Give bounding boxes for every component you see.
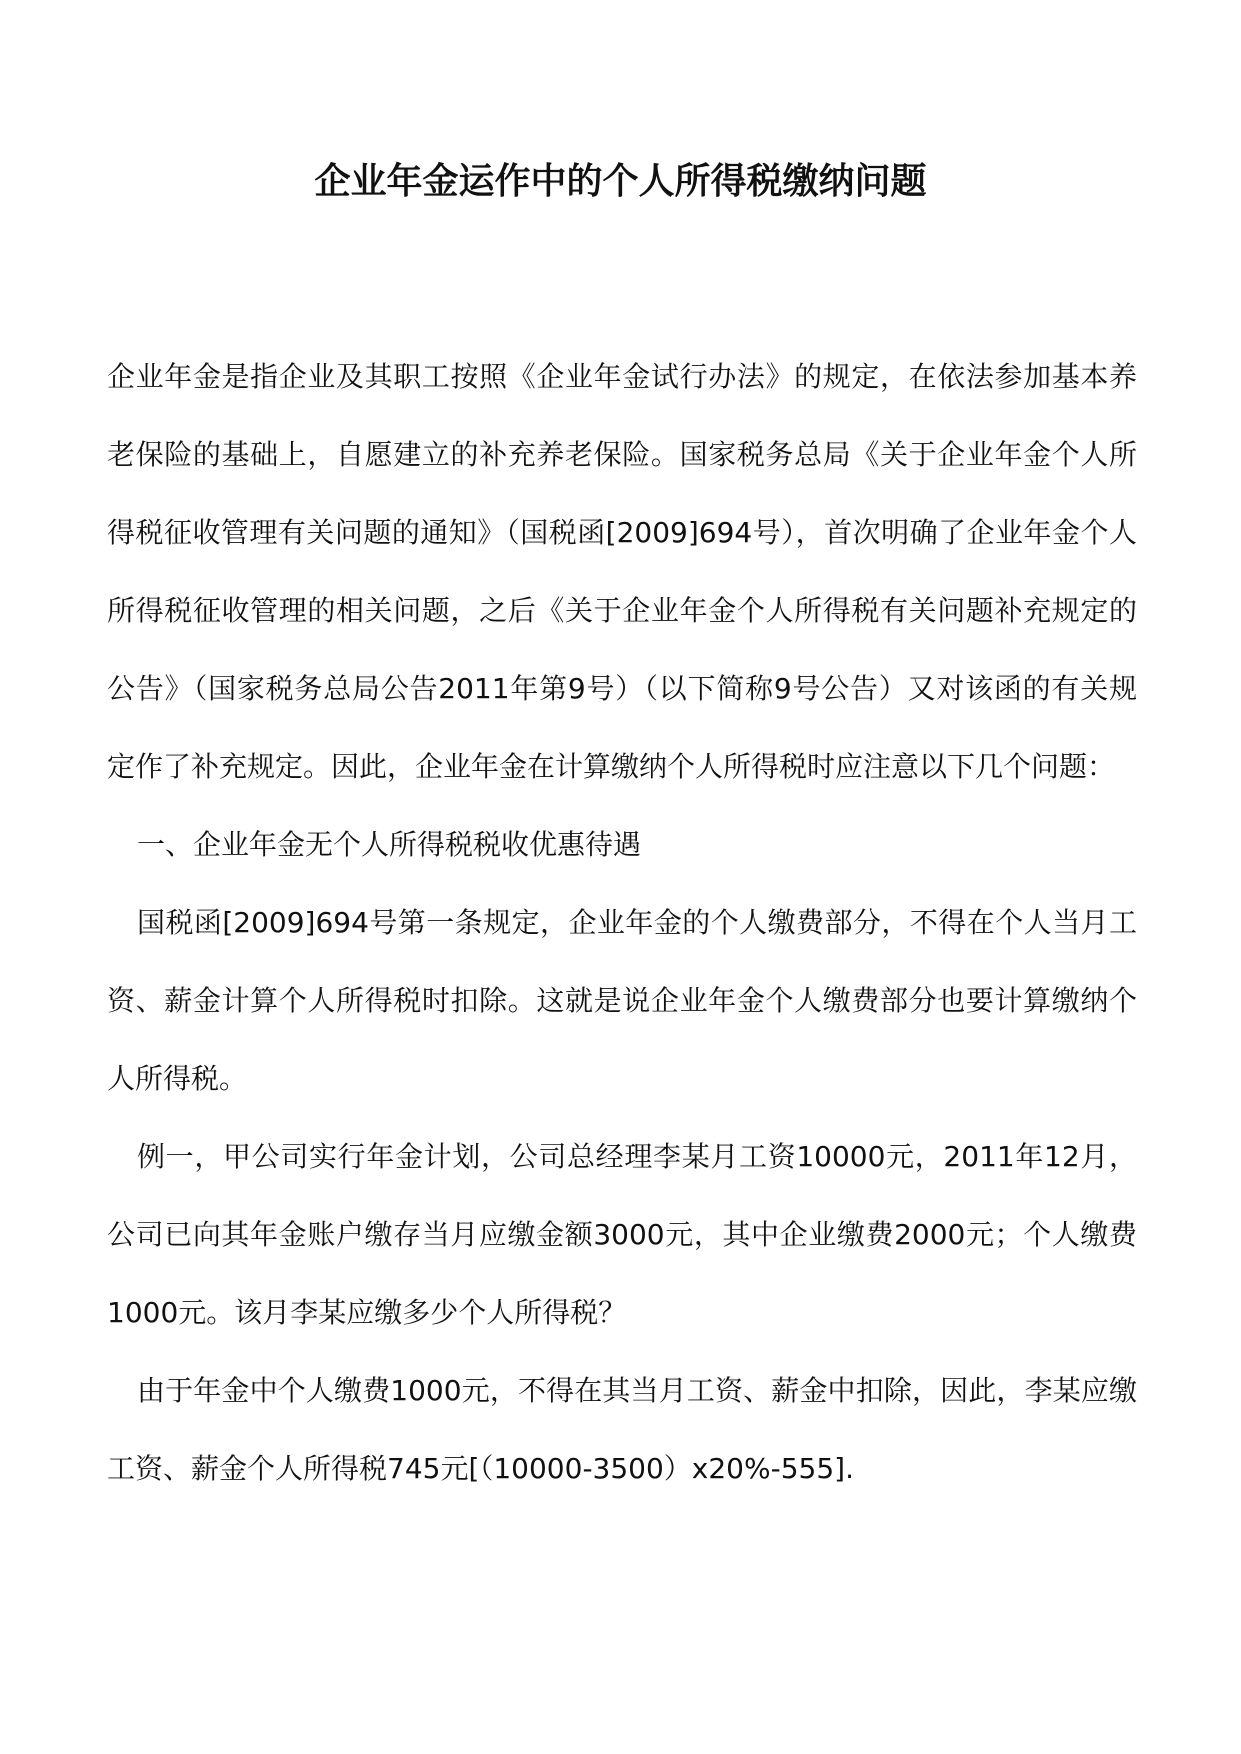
document-body — [107, 338, 1137, 1508]
document-title: 企业年金运作中的个人所得税缴纳问题 — [314, 161, 927, 202]
rule-paragraph: 国税函[2009]694号第一条规定，企业年金的个人缴费部分，不得在个人当月工资、薪金计算个人所得税时扣除。这就是说企业年金个人缴费部分也要计算缴纳个人所得税。 — [107, 906, 1137, 1095]
intro-paragraph: 企业年金是指企业及其职工按照《企业年金试行办法》的规定，在依法参加基本养老保险的基础上，自愿建立的补充养老保险。国家税务总局《关于企业年金个人所得税征收管理有关问题的通知》（国税函[2009]694号），首次明确了企业年金个人所得税征收管理的相关问题，之后《关于企业年金个人所得税有关问题补充规定的公告》（国家税务总局公告2011年第9号）（以下简称9号公告）又对该函的有关规定作了补充规定。因此，企业年金在计算缴纳个人所得税时应注意以下几个问题： — [107, 360, 1137, 783]
section-heading: 一、企业年金无个人所得税税收优惠待遇 — [137, 828, 642, 861]
example-paragraph: 例一，甲公司实行年金计划，公司总经理李某月工资10000元，2011年12月，公司已向其年金账户缴存当月应缴金额3000元，其中企业缴费2000元；个人缴费1000元。该月李某应缴多少个人所得税？ — [107, 1140, 1137, 1329]
calculation-paragraph: 由于年金中个人缴费1000元，不得在其当月工资、薪金中扣除，因此，李某应缴工资、薪金个人所得税745元[（10000-3500）x20%-555]. — [107, 1374, 1137, 1485]
